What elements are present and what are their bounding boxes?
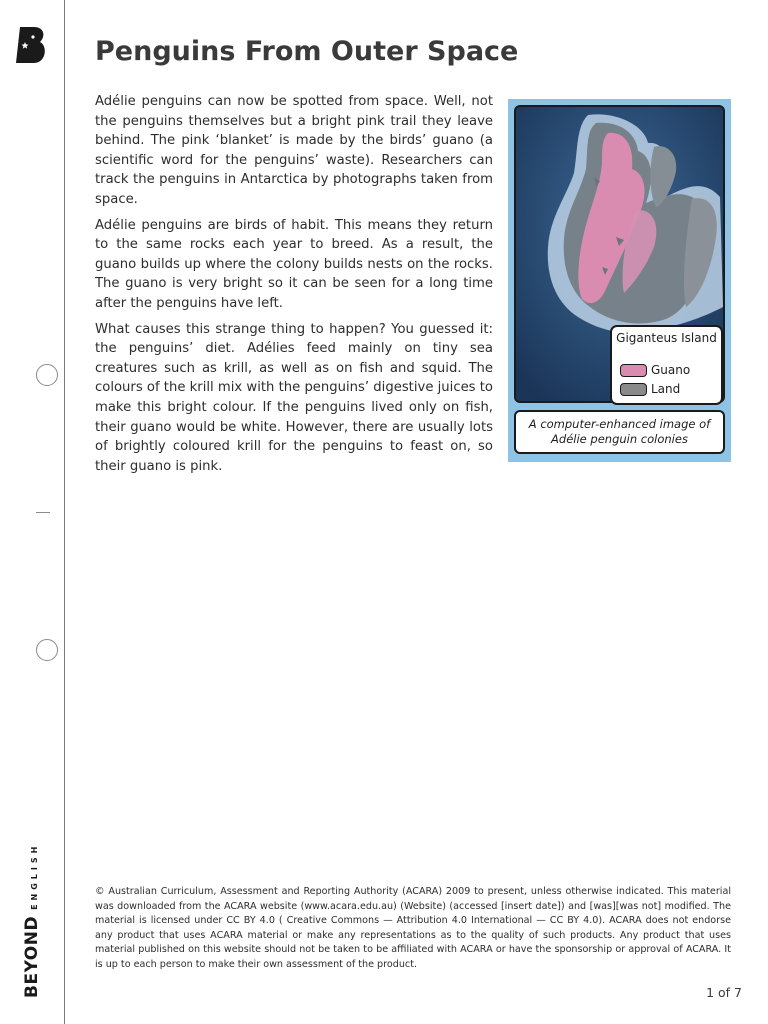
page-title: Penguins From Outer Space: [95, 36, 519, 67]
copyright-notice: © Australian Curriculum, Assessment and Reporting Authority (ACARA) 2009 to present, unless otherwise indicated. This material was downloaded from the ACARA website (www.acara.edu.au) (Website) (accessed [insert date]) and [was][was not] modified. The material is licensed under CC BY 4.0 ( Creative Commons — Attribution 4.0 International — CC BY 4.0). ACARA does not endorse any product that uses ACARA material or make any representations as to the quality of such products. Any product that uses material published on this website should not be taken to be affiliated with ACARA or have the sponsorship or approval of ACARA. It is up to each person to make their own assessment of the product.: [95, 886, 731, 970]
brand-name: BEYOND: [22, 915, 42, 998]
paragraph: Adélie penguins can now be spotted from space. Well, not the penguins themselves but a bright pink trail they leave behind. The pink ‘blanket’ is made by the birds’ guano (a scientific word for the penguins’ waste). Researchers can track the penguins in Antarctica by photographs taken from space.: [95, 94, 493, 207]
figure-caption: A computer-enhanced image of Adélie penguin colonies: [514, 410, 725, 454]
map-legend: [610, 325, 723, 405]
side-brand: [22, 842, 44, 998]
punch-hole: [36, 639, 58, 661]
punch-mark: [36, 512, 50, 513]
legend-title: Giganteus Island: [616, 331, 717, 345]
legend-item-guano: [620, 363, 690, 377]
margin-line: [64, 0, 65, 1024]
brand-sub: ENGLISH: [30, 842, 39, 910]
legend-label: Land: [651, 382, 681, 396]
paragraph: Adélie penguins are birds of habit. This means they return to the same rocks each year to breed. As a result, the guano builds up where the colony builds nests on the rocks. The guano is very bright so it can be seen for a long time after the penguins have left.: [95, 217, 493, 311]
article-body: [95, 92, 493, 482]
legend-label: Guano: [651, 363, 691, 377]
legend-item-land: [620, 382, 680, 396]
guano-swatch: [620, 364, 647, 377]
figure-panel: [508, 99, 731, 462]
land-swatch: [620, 383, 647, 396]
paragraph: What causes this strange thing to happen? You guessed it: the penguins’ diet. Adélies feed mainly on tiny sea creatures such as krill, as well as on fish and squid. The colours of the krill mix with the penguins’ digestive juices to make this bright colour. If the penguins lived only on fish, their guano would be white. However, there are usually lots of brightly coloured krill for the penguins to feast on, so their guano is pink.: [95, 321, 493, 474]
punch-hole: [36, 364, 58, 386]
beyond-logo-icon: [14, 24, 50, 66]
page-number: 1 of 7: [706, 985, 742, 1000]
